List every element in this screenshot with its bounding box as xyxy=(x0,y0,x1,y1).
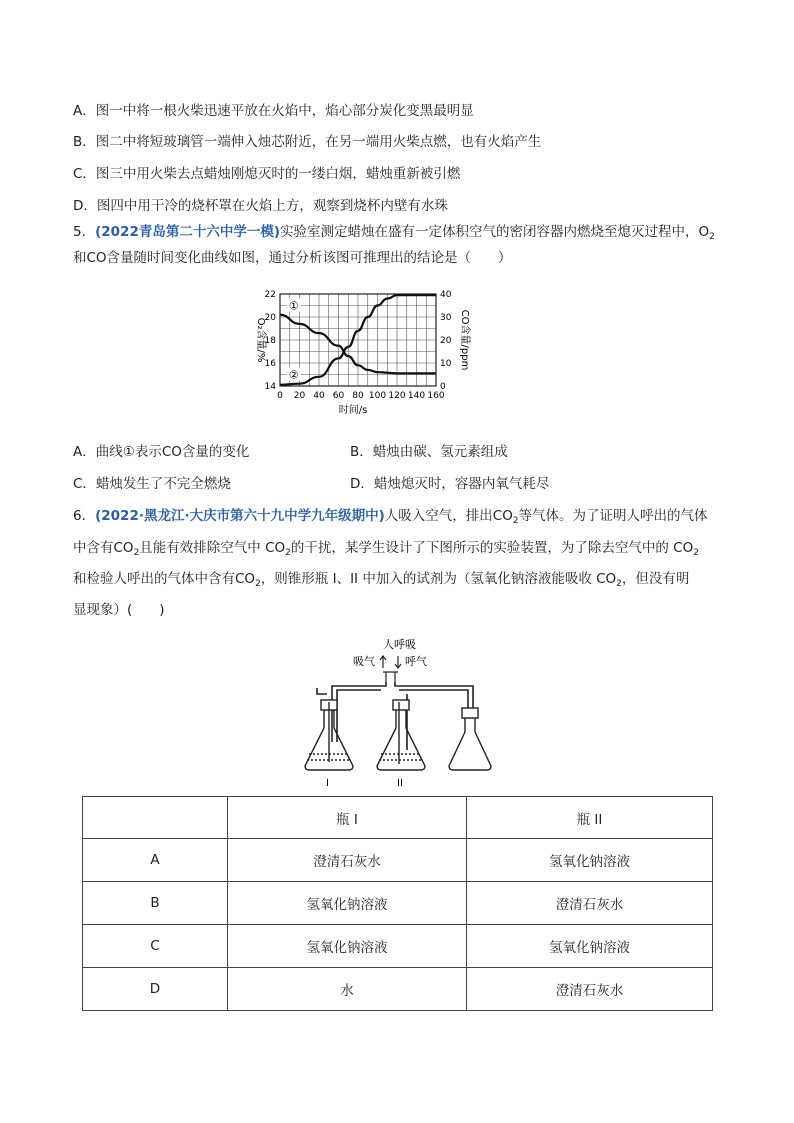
chart-grid xyxy=(280,294,436,386)
table-cell: 氢氧化钠溶液 xyxy=(228,882,467,925)
series-label: ① xyxy=(288,299,299,313)
x-tick-label: 40 xyxy=(313,391,325,401)
y-left-tick-label: 16 xyxy=(264,359,276,369)
q4-option-d: D．图四中用干冷的烧杯罩在火焰上方，观察到烧杯内壁有水珠 xyxy=(73,198,448,214)
flask-2-label: II xyxy=(397,778,403,789)
q5-source: (2022青岛第二十六中学一模) xyxy=(95,224,281,240)
x-tick-label: 20 xyxy=(293,391,306,401)
table-row xyxy=(83,925,713,968)
table-header-cell: 瓶 I xyxy=(228,797,467,839)
y-axis-label-right: CO含量/ppm xyxy=(459,309,470,371)
q6-stem-line2: 中含有$CO_2$且能有效排除空气中 $CO_2$的干扰，某学生设计了下图所示的实验装置，为了除去空气中的 $CO_2$ xyxy=(73,540,699,558)
table-header-cell xyxy=(83,797,228,839)
flask-2 xyxy=(377,700,425,770)
table-row xyxy=(83,968,713,1011)
table-cell: 氢氧化钠溶液 xyxy=(467,925,713,968)
q5-option-d: D．蜡烛熄灭时，容器内氧气耗尽 xyxy=(350,476,550,492)
q4-option-a: A．图一中将一根火柴迅速平放在火焰中，焰心部分炭化变黑最明显 xyxy=(73,103,474,119)
y-left-tick-label: 14 xyxy=(264,382,276,392)
table-row xyxy=(83,839,713,882)
y-left-tick-label: 18 xyxy=(264,336,276,346)
answer-table xyxy=(82,796,713,1011)
o2-co-chart xyxy=(240,282,480,417)
y-left-tick-label: 22 xyxy=(264,290,276,300)
table-header-row xyxy=(83,797,713,839)
breath-label: 人呼吸 xyxy=(383,638,416,651)
series-label: ② xyxy=(288,368,299,382)
y-right-tick-label: 20 xyxy=(440,336,452,346)
table-cell: A xyxy=(83,839,228,882)
q5-option-a: A．曲线①表示CO含量的变化 xyxy=(73,444,250,460)
y-axis-label-left: O₂含量/% xyxy=(255,317,266,363)
table-cell: B xyxy=(83,882,228,925)
x-tick-label: 0 xyxy=(277,391,283,401)
q6-source: (2022·黑龙江·大庆市第六十九中学九年级期中) xyxy=(95,508,385,524)
x-tick-label: 80 xyxy=(352,391,364,401)
q6-stem-line3: 和检验人呼出的气体中含有$CO_2$，则锥形瓶 I、II 中加入的试剂为（氢氧化钠溶液能吸收 $CO_2$，但没有明 xyxy=(73,571,690,589)
q5-stem-line2: 和CO含量随时间变化曲线如图，通过分析该图可推理出的结论是（ ） xyxy=(73,250,512,266)
q6-stem-line1: 6．(2022·黑龙江·大庆市第六十九中学九年级期中)人吸入空气，排出$CO_2$等气体。为了证明人呼出的气体 xyxy=(73,508,708,526)
breathing-apparatus xyxy=(295,632,505,790)
y-right-tick-label: 10 xyxy=(440,359,452,369)
y-left-tick-label: 20 xyxy=(264,313,276,323)
exhale-label: 呼气 xyxy=(405,655,427,668)
q5-option-c: C．蜡烛发生了不完全燃烧 xyxy=(73,476,231,492)
table-cell: 澄清石灰水 xyxy=(467,968,713,1011)
table-cell: C xyxy=(83,925,228,968)
table-cell: 氢氧化钠溶液 xyxy=(467,839,713,882)
arrows-icon xyxy=(380,656,401,682)
x-tick-label: 100 xyxy=(368,391,387,401)
q4-option-c: C．图三中用火柴去点蜡烛刚熄灭时的一缕白烟，蜡烛重新被引燃 xyxy=(73,166,461,182)
table-cell: 澄清石灰水 xyxy=(228,839,467,882)
inhale-label: 吸气 xyxy=(353,655,375,668)
flask-1-label: I xyxy=(326,778,329,789)
table-cell: D xyxy=(83,968,228,1011)
q4-option-b: B．图二中将短玻璃管一端伸入烛芯附近，在另一端用火柴点燃，也有火焰产生 xyxy=(73,134,542,150)
x-tick-label: 60 xyxy=(332,391,345,401)
x-tick-label: 140 xyxy=(407,391,426,401)
y-right-tick-label: 40 xyxy=(440,290,452,300)
table-cell: 水 xyxy=(228,968,467,1011)
x-axis-label: 时间/s xyxy=(338,405,368,416)
x-tick-label: 160 xyxy=(427,391,445,401)
q6-stem-line4: 显现象）( ) xyxy=(73,602,165,618)
flask-3 xyxy=(449,708,491,770)
x-tick-label: 120 xyxy=(388,391,406,401)
table-header-cell: 瓶 II xyxy=(467,797,713,839)
q5-option-b: B．蜡烛由碳、氢元素组成 xyxy=(350,444,508,460)
y-right-tick-label: 30 xyxy=(440,313,452,323)
table-row xyxy=(83,882,713,925)
table-cell: 氢氧化钠溶液 xyxy=(228,925,467,968)
q5-stem-line1: 5．(2022青岛第二十六中学一模)实验室测定蜡烛在盛有一定体积空气的密闭容器内燃烧至熄灭过程中，$O_2$ xyxy=(73,224,715,242)
table-cell: 澄清石灰水 xyxy=(467,882,713,925)
y-right-tick-label: 0 xyxy=(440,382,446,392)
flask-1 xyxy=(305,700,353,770)
